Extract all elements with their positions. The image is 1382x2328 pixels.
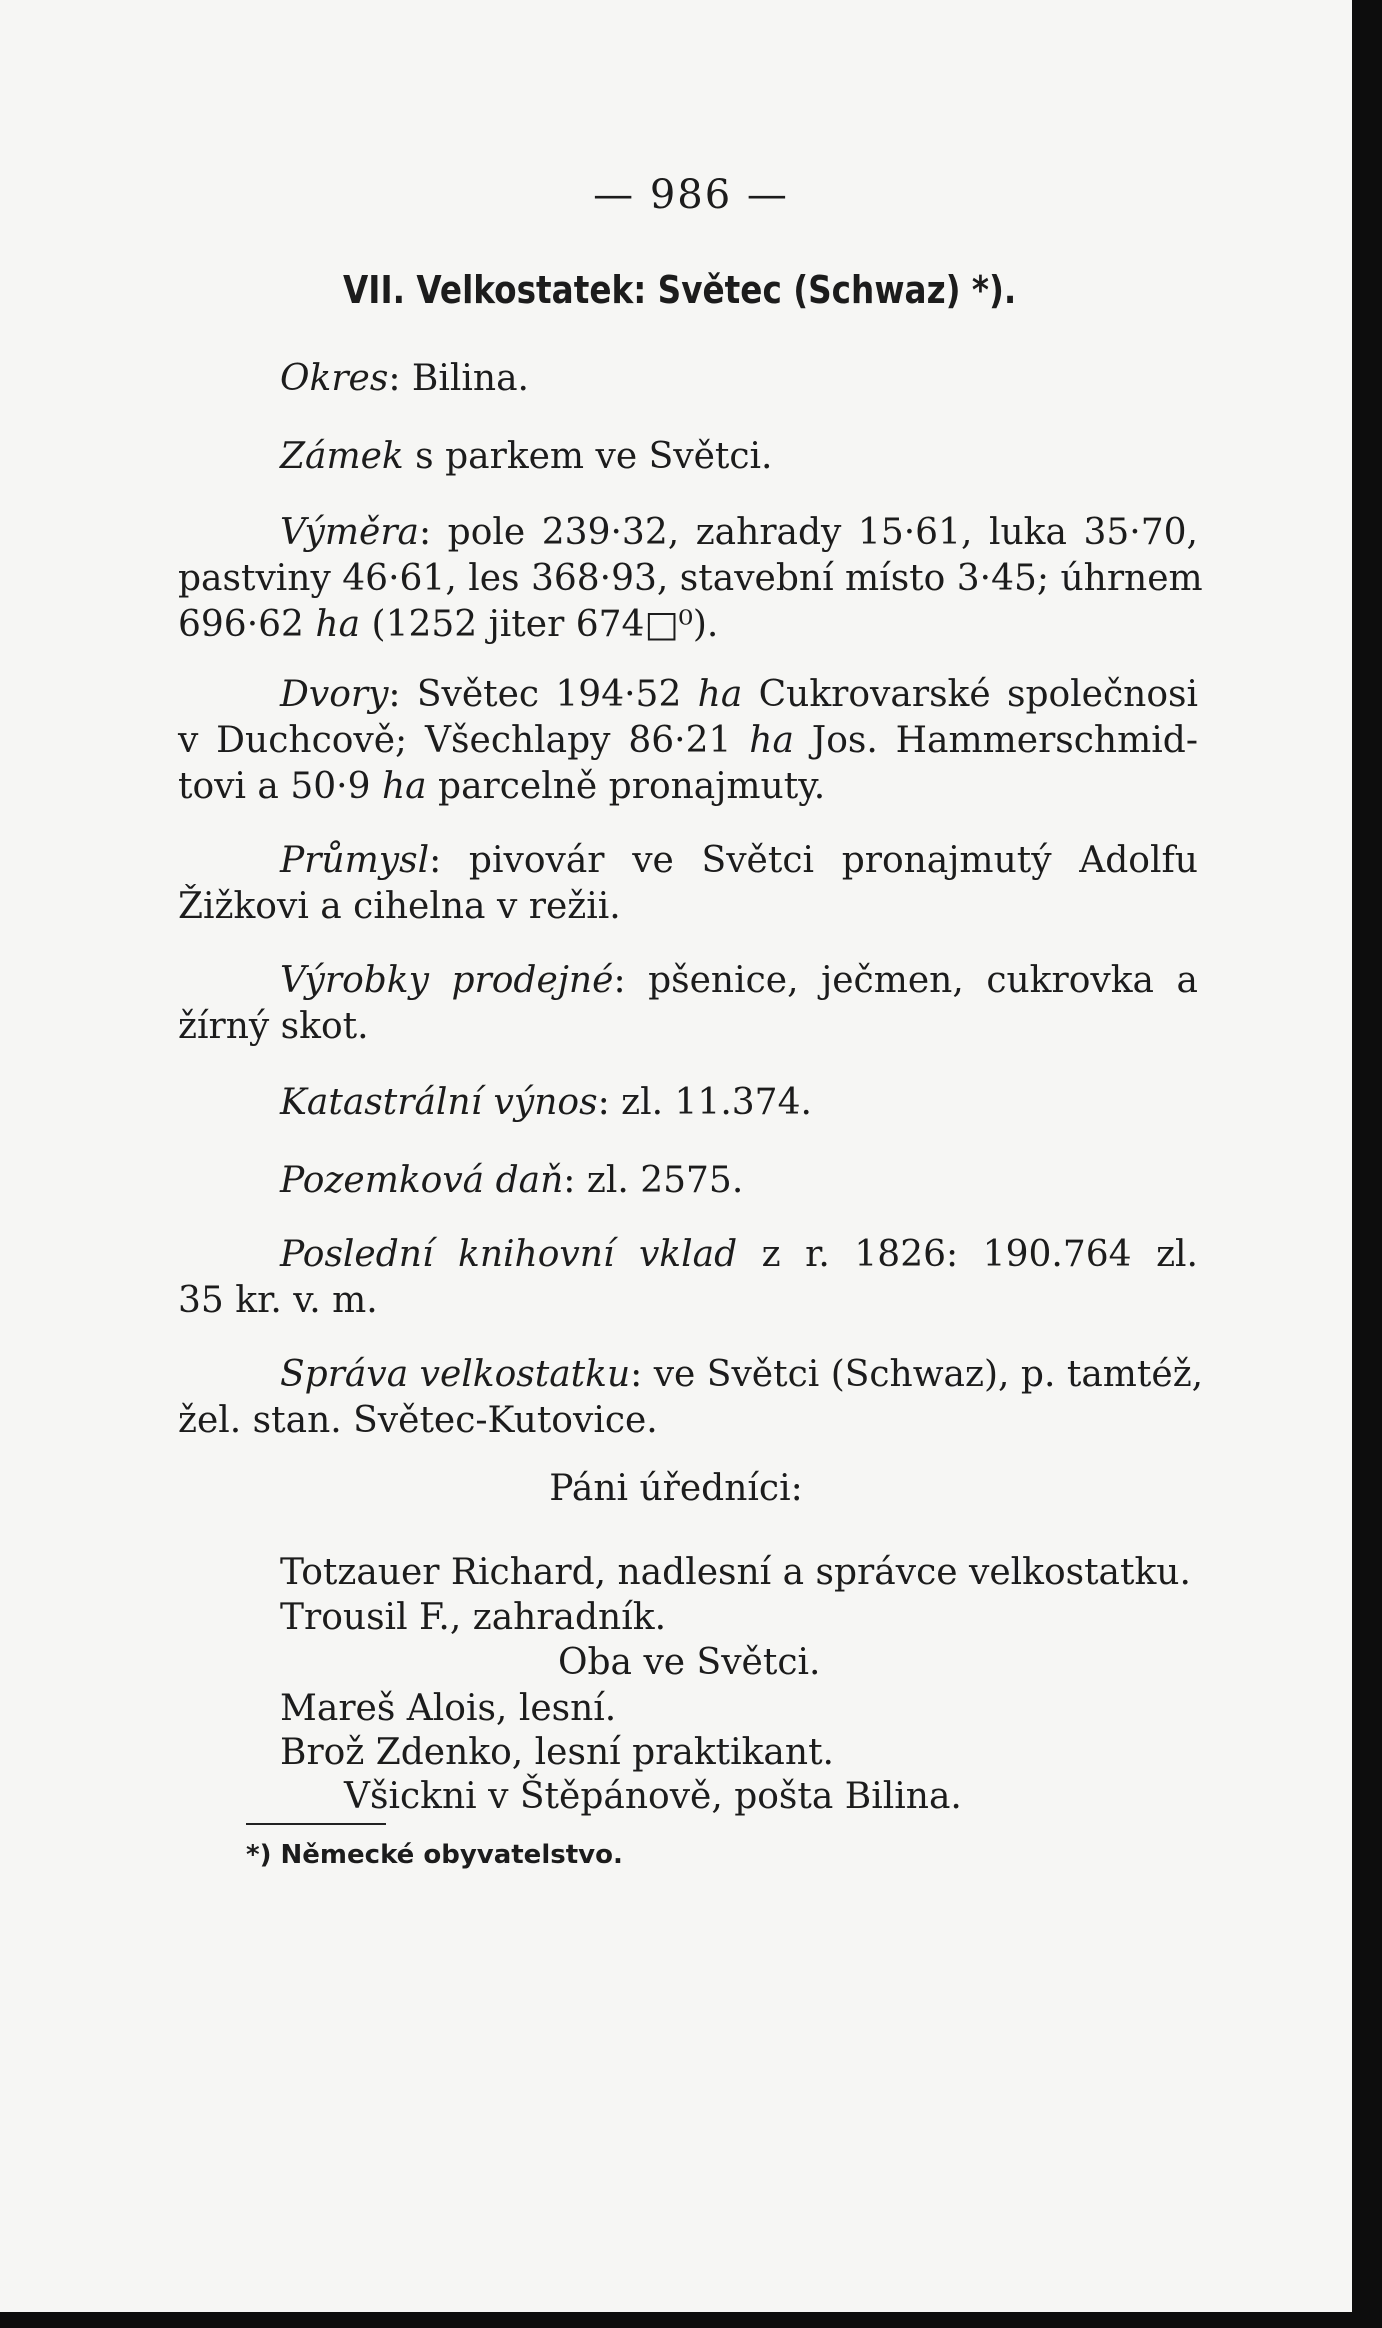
dvory-line-2: v Duchcově; Všechlapy 86·21 ha Jos. Hammerschmid- [178, 720, 1198, 761]
okres-label: Okres [280, 358, 389, 399]
dan-entry [178, 1158, 1198, 1204]
prumysl-entry [178, 838, 1198, 930]
sprava-label: Správa velkostatku [280, 1354, 631, 1395]
dvory-line-3: tovi a 50·9 ha parcelně pronajmuty. [178, 766, 826, 807]
scan-edge-bottom [0, 2312, 1382, 2328]
dvory-entry [178, 672, 1198, 810]
estate-title: VII. Velkostatek: Světec (Schwaz) *). [343, 268, 1017, 312]
sprava-line-1: Správa velkostatku: ve Světci (Schwaz), p. tamtéž, [280, 1354, 1204, 1395]
vyrobky-entry [178, 958, 1198, 1050]
prumysl-line-1: Průmysl: pivovár ve Světci pronajmutý Adolfu [280, 840, 1198, 881]
staff-line-3: Oba ve Světci. [558, 1642, 821, 1683]
okres-entry [178, 356, 1198, 402]
vyrobky-line-2: žírný skot. [178, 1006, 369, 1047]
staff-line-6: Všickni v Štěpánově, pošta Bilina. [344, 1776, 962, 1817]
zamek-entry [178, 434, 1198, 480]
vymera-label: Výměra [280, 512, 419, 553]
officials-heading: Páni úředníci: [549, 1468, 803, 1509]
vymera-entry [178, 510, 1203, 648]
scan-edge-right [1352, 0, 1382, 2328]
footnote: *) Německé obyvatelstvo. [246, 1840, 623, 1870]
vymera-unit: ha [315, 604, 361, 645]
staff-line-1: Totzauer Richard, nadlesní a správce velkostatku. [280, 1552, 1191, 1593]
katastr-value: : zl. 11.374. [597, 1082, 812, 1123]
page-number: — 986 — [593, 172, 789, 218]
vklad-line-1: Poslední knihovní vklad z r. 1826: 190.764 zl. [280, 1234, 1198, 1275]
dvory-line-1: Dvory: Světec 194·52 ha Cukrovarské společnosi [280, 674, 1198, 715]
dan-label: Pozemková daň [280, 1160, 564, 1201]
staff-line-4: Mareš Alois, lesní. [280, 1688, 617, 1729]
footnote-rule [246, 1823, 386, 1825]
zamek-label: Zámek [280, 436, 404, 477]
prumysl-line-2: Žižkovi a cihelna v režii. [178, 886, 621, 927]
vklad-line-2: 35 kr. v. m. [178, 1280, 378, 1321]
vklad-label: Poslední knihovní vklad [280, 1234, 738, 1275]
vyrobky-label: Výrobky prodejné [280, 960, 614, 1001]
vymera-line-1: Výměra: pole 239·32, zahrady 15·61, luka 35·70, [280, 512, 1198, 553]
okres-value: : Bilina. [388, 358, 529, 399]
staff-line-5: Brož Zdenko, lesní praktikant. [280, 1732, 834, 1773]
vymera-line-2: pastviny 46·61, les 368·93, stavební místo 3·45; úhrnem [178, 558, 1203, 599]
dan-value: : zl. 2575. [563, 1160, 744, 1201]
vklad-entry [178, 1232, 1198, 1324]
prumysl-label: Průmysl [280, 840, 430, 881]
katastr-label: Katastrální výnos [280, 1082, 598, 1123]
zamek-value: s parkem ve Světci. [403, 436, 773, 477]
dvory-label: Dvory [280, 674, 389, 715]
vymera-line-3: 696·62 ha (1252 jiter 674□⁰). [178, 604, 719, 645]
sprava-entry [178, 1352, 1204, 1444]
sprava-line-2: žel. stan. Světec-Kutovice. [178, 1400, 658, 1441]
vyrobky-line-1: Výrobky prodejné: pšenice, ječmen, cukrovka a [280, 960, 1198, 1001]
staff-line-2: Trousil F., zahradník. [280, 1597, 667, 1638]
katastr-entry [178, 1080, 1198, 1126]
